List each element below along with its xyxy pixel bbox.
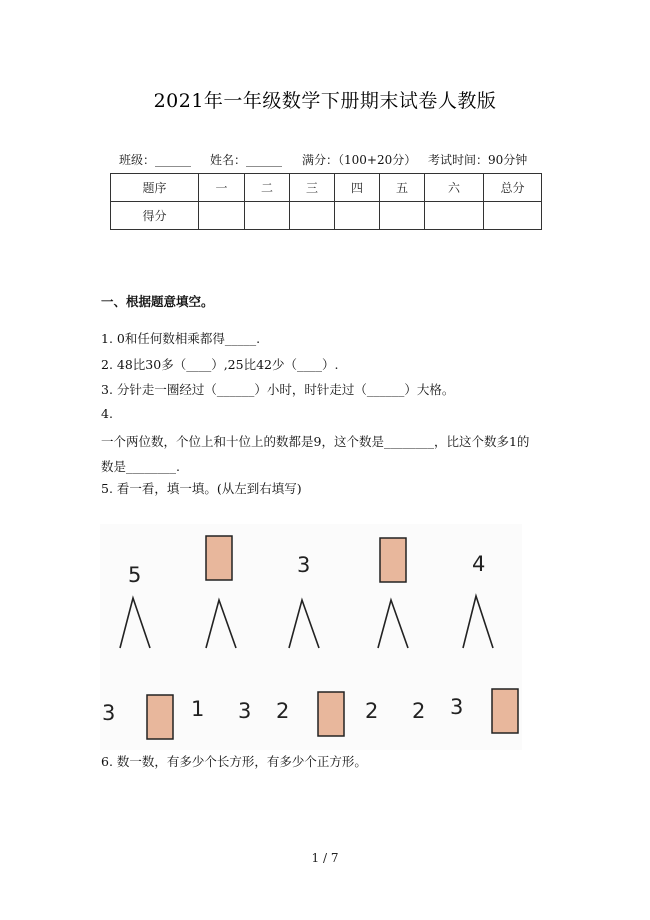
bottom-number: 2 [365,699,379,723]
question-5: 5. 看一看，填一填。(从左到右填写) [101,481,302,496]
number-split-figure [100,524,522,750]
answer-box [318,692,344,736]
section-heading: 一、根据题意填空。 [101,294,214,309]
bottom-number: 2 [412,699,426,723]
table-header-cell: 五 [380,174,425,202]
answer-box [147,695,173,739]
exam-time: 考试时间：90分钟 [428,153,528,167]
name-field: 姓名：______ [210,153,283,167]
score-cell [335,202,380,230]
bottom-number: 1 [191,697,205,721]
answer-box [380,538,406,582]
score-row-label: 得分 [111,202,199,230]
question-3: 3. 分针走一圈经过（______）小时，时针走过（______）大格。 [101,382,455,397]
table-header-cell: 一 [199,174,245,202]
question-6: 6. 数一数，有多少个长方形，有多少个正方形。 [101,754,367,769]
bottom-number: 3 [102,701,116,725]
split-lines [289,600,319,648]
table-header-cell: 三 [290,174,335,202]
score-cell [199,202,245,230]
score-table-score-row [111,202,542,230]
score-cell [425,202,484,230]
score-cell [484,202,542,230]
table-header-cell: 六 [425,174,484,202]
number-split-diagram [100,524,522,750]
bottom-number: 3 [238,699,252,723]
split-lines [206,600,236,648]
top-number: 4 [472,552,486,576]
split-lines [120,598,150,648]
question-4-line-2: 数是________. [101,459,180,474]
question-4-line-1: 一个两位数，个位上和十位上的数都是9，这个数是________，比这个数多1的 [101,434,530,449]
top-number: 3 [297,553,311,577]
class-field: 班级：______ [119,153,192,167]
top-number: 5 [128,563,142,587]
answer-box [492,689,518,733]
question-2: 2. 48比30多（____）,25比42少（____）. [101,357,339,372]
question-4-number: 4. [101,406,113,421]
page-number: 1 / 7 [311,851,339,865]
score-table [110,173,542,230]
answer-box [206,536,232,580]
table-header-cell: 二 [245,174,290,202]
page-title: 2021年一年级数学下册期末试卷人教版 [153,90,497,112]
split-lines [463,596,493,648]
score-table-header-row [111,174,542,202]
bottom-number: 2 [276,699,290,723]
table-header-cell: 四 [335,174,380,202]
question-1: 1. 0和任何数相乘都得_____. [101,331,261,346]
full-score: 满分：（100+20分） [302,153,417,167]
score-cell [290,202,335,230]
bottom-number: 3 [450,695,464,719]
score-cell [245,202,290,230]
score-cell [380,202,425,230]
table-header-cell: 题序 [111,174,199,202]
split-lines [378,600,408,648]
table-header-cell: 总分 [484,174,542,202]
